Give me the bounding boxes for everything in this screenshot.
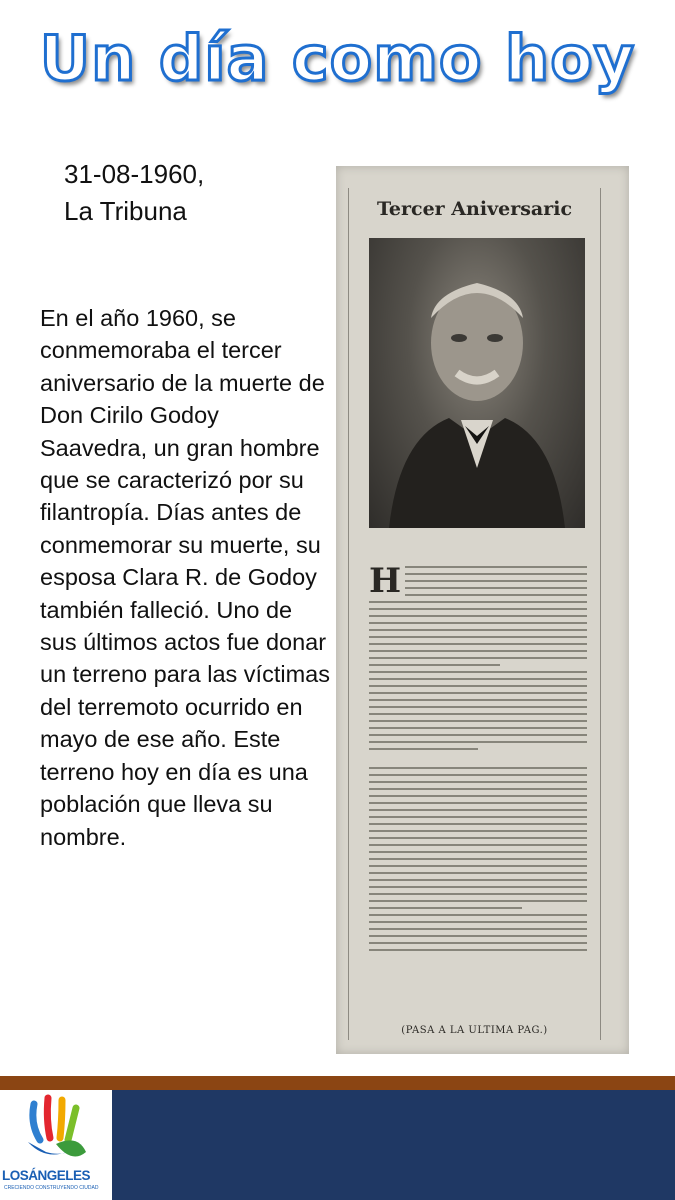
description-text: En el año 1960, se conmemoraba el tercer aniversario de la muerte de Don Cirilo Godoy Saavedra, un gran hombre que se caracterizó por su filantropía. Días antes de conmemorar su muerte, su esposa Clara R. de Godoy también falleció. Uno de sus últimos actos fue donar un terreno para las víctimas del terremoto ocurrido en mayo de ese año. Este terreno hoy en día es una población que lleva su nombre. [40, 305, 330, 850]
clipping-text-line [369, 928, 587, 930]
clipping-headline: Tercer Aniversaric [376, 198, 573, 220]
clipping-text-line [369, 886, 587, 888]
clipping-text-line [369, 795, 587, 797]
municipal-logo [0, 1090, 112, 1200]
footer-bar [112, 1090, 675, 1200]
clipping-text-line [369, 809, 587, 811]
clipping-text-line [369, 748, 478, 750]
clipping-text-line [369, 685, 587, 687]
clipping-text-line [369, 823, 587, 825]
date-source-block [64, 156, 204, 230]
clipping-text-line [369, 865, 587, 867]
clipping-text-line [369, 650, 587, 652]
hand-logo-icon [20, 1094, 92, 1168]
clipping-text-line [369, 601, 587, 603]
newspaper-clipping [336, 166, 629, 1054]
clipping-text-line [369, 734, 587, 736]
clipping-text-line [369, 802, 587, 804]
clipping-text-line [369, 664, 500, 666]
clipping-text-line [369, 851, 587, 853]
clipping-body-lines [369, 566, 587, 956]
clipping-text-line [369, 900, 587, 902]
clipping-text-line [369, 921, 587, 923]
clipping-text-line [369, 657, 587, 659]
clipping-text-line [369, 615, 587, 617]
clipping-text-line [369, 879, 587, 881]
clipping-text-line [369, 781, 587, 783]
clipping-text-line [369, 949, 587, 951]
clipping-text-line [369, 935, 587, 937]
clipping-text-line [369, 713, 587, 715]
clipping-text-line [369, 788, 587, 790]
clipping-text-line [369, 671, 587, 673]
clipping-text-line [369, 893, 587, 895]
clipping-text-line [369, 629, 587, 631]
clipping-text-line [369, 699, 587, 701]
clipping-text-line [369, 622, 587, 624]
clipping-text-line [369, 914, 587, 916]
clipping-text-line [369, 837, 587, 839]
clipping-text-line [369, 692, 587, 694]
logo-wordmark: LOSÁNGELES [2, 1168, 91, 1183]
clipping-text-line [369, 830, 587, 832]
clipping-text-line [369, 942, 587, 944]
publication-date: 31-08-1960, [64, 159, 205, 189]
clipping-column [348, 188, 601, 1040]
portrait-icon [369, 238, 585, 528]
logo-tagline: CRECIENDO CONSTRUYENDO CIUDAD [4, 1185, 99, 1191]
clipping-text-line [369, 774, 587, 776]
clipping-text-line [369, 636, 587, 638]
clipping-text-line [369, 727, 587, 729]
portrait-photo [369, 238, 585, 528]
clipping-text-line [369, 608, 587, 610]
clipping-text-line [369, 858, 587, 860]
clipping-text-line [369, 872, 587, 874]
clipping-text-line [369, 720, 587, 722]
clipping-dropcap: H [369, 564, 405, 598]
publication-source: La Tribuna [64, 196, 187, 226]
clipping-text-line [369, 907, 522, 909]
clipping-text-line [369, 678, 587, 680]
footer-accent-bar [0, 1076, 675, 1090]
clipping-text-line [369, 767, 587, 769]
clipping-text-line [369, 643, 587, 645]
clipping-text-line [369, 741, 587, 743]
clipping-text-line [369, 844, 587, 846]
page-title: Un día como hoy [39, 22, 636, 95]
clipping-paragraph-gap [369, 755, 587, 767]
clipping-footer: (PASA A LA ULTIMA PAG.) [401, 1025, 548, 1036]
clipping-text-line [369, 706, 587, 708]
clipping-text-line [369, 816, 587, 818]
